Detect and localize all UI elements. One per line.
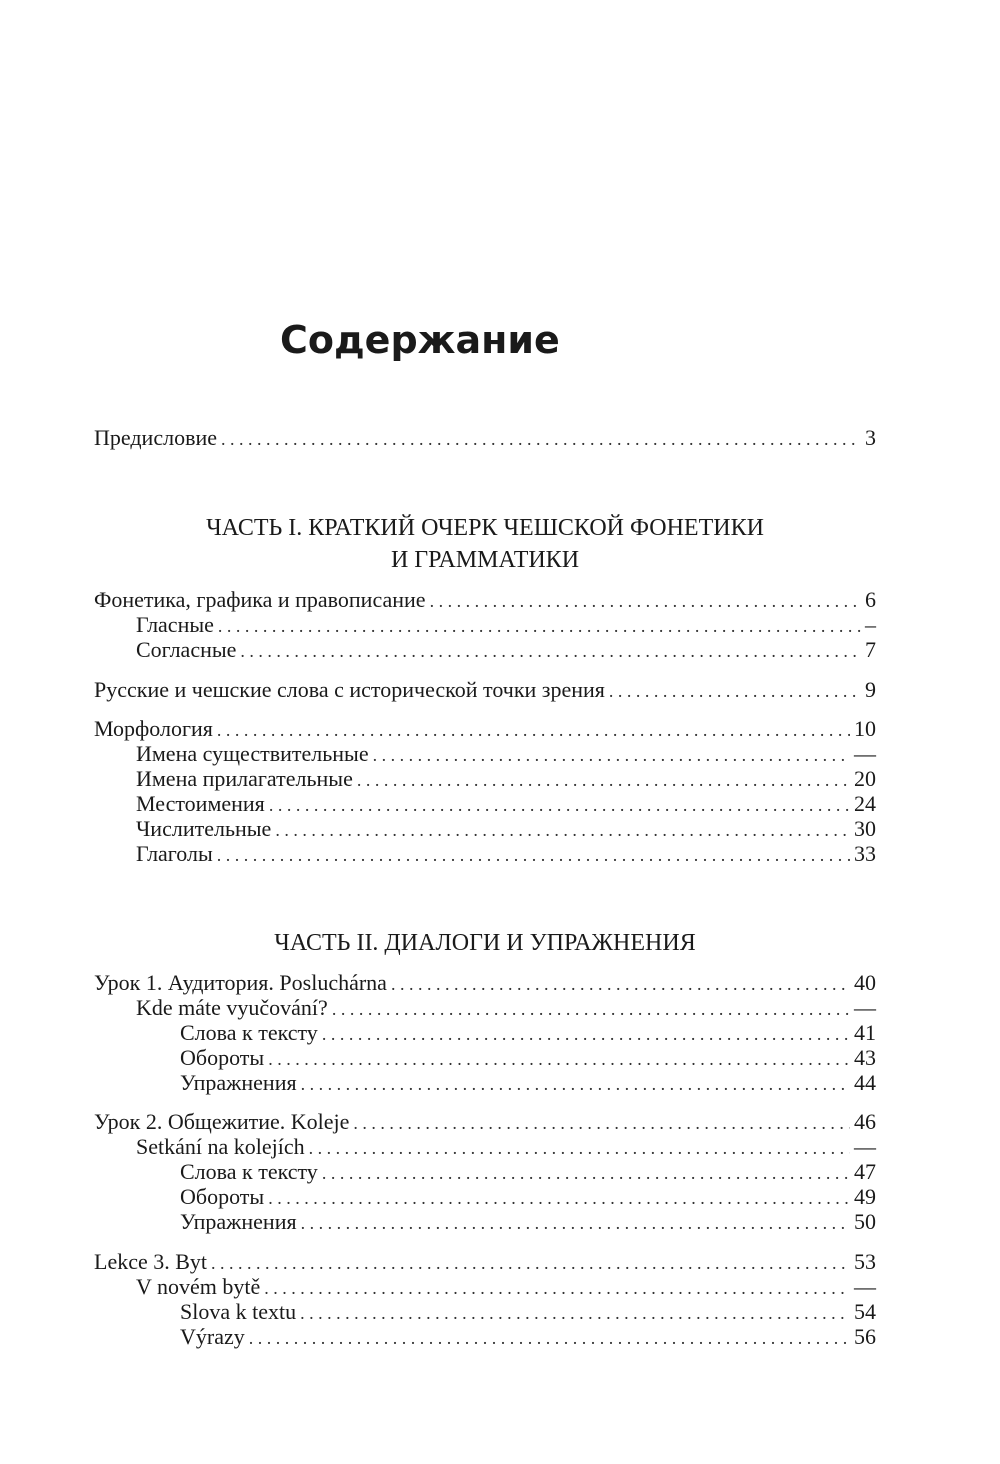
toc-entry-label: Урок 2. Общежитие. Koleje: [94, 1109, 350, 1134]
toc-entry-preface[interactable]: [94, 425, 876, 451]
toc-entry-lesson1-phrases[interactable]: [180, 1045, 876, 1071]
dot-leader: [217, 717, 850, 743]
toc-entry-label: Слова к тексту: [180, 1159, 318, 1184]
toc-entry-lesson2-vocabulary[interactable]: [180, 1159, 876, 1185]
dot-leader: [300, 1300, 850, 1326]
dot-leader: [269, 792, 850, 818]
toc-page-number: 53: [854, 1249, 876, 1274]
toc-entry-label: Фонетика, графика и правописание: [94, 587, 426, 612]
toc-entry-nouns[interactable]: [136, 741, 876, 767]
dot-leader: [301, 1071, 850, 1097]
toc-page-number: 30: [854, 816, 876, 841]
toc-entry-label: Обороты: [180, 1045, 265, 1070]
toc-entry-lesson1-vocabulary[interactable]: [180, 1020, 876, 1046]
toc-entry-label: Имена прилагательные: [136, 766, 353, 791]
part1-heading-line1: ЧАСТЬ I. КРАТКИЙ ОЧЕРК ЧЕШСКОЙ ФОНЕТИКИ: [206, 515, 764, 541]
toc-entry-label: Предисловие: [94, 425, 217, 450]
toc-entry-lesson2-dialogue[interactable]: [136, 1134, 876, 1160]
dot-leader: [609, 678, 861, 704]
dot-leader: [322, 1021, 850, 1047]
dot-leader: [218, 613, 861, 639]
dot-leader: [264, 1275, 850, 1301]
toc-entry-label: Местоимения: [136, 791, 265, 816]
toc-entry-adjectives[interactable]: [136, 766, 876, 792]
dot-leader: [391, 971, 850, 997]
toc-entry-label: Урок 1. Аудитория. Posluchárna: [94, 970, 387, 995]
toc-entry-pronouns[interactable]: [136, 791, 876, 817]
part2-heading: ЧАСТЬ II. ДИАЛОГИ И УПРАЖНЕНИЯ: [274, 930, 696, 956]
toc-entry-label: Kde máte vyučování?: [136, 995, 328, 1020]
toc-page-number: 20: [854, 766, 876, 791]
toc-page-number: —: [854, 995, 876, 1020]
toc-entry-label: Обороты: [180, 1184, 265, 1209]
toc-page-number: 49: [854, 1184, 876, 1209]
toc-page-number: 43: [854, 1045, 876, 1070]
dot-leader: [332, 996, 850, 1022]
dot-leader: [322, 1160, 850, 1186]
toc-entry-label: Výrazy: [180, 1324, 245, 1349]
dot-leader: [373, 742, 850, 768]
toc-entry-lesson1-exercises[interactable]: [180, 1070, 876, 1096]
toc-entry-lesson1-dialogue[interactable]: [136, 995, 876, 1021]
toc-entry-label: Числительные: [136, 816, 272, 841]
dot-leader: [221, 426, 861, 452]
toc-entry-label: Глаголы: [136, 841, 213, 866]
toc-entry-lesson3[interactable]: [94, 1249, 876, 1275]
toc-entry-phonetics[interactable]: [94, 587, 876, 613]
dot-leader: [268, 1046, 850, 1072]
dot-leader: [353, 1110, 850, 1136]
toc-entry-label: Слова к тексту: [180, 1020, 318, 1045]
dot-leader: [301, 1210, 850, 1236]
toc-entry-label: Lekce 3. Byt: [94, 1249, 208, 1274]
page-title: Содержание: [280, 318, 560, 362]
toc-page-number: 46: [854, 1109, 876, 1134]
toc-page-number: 3: [865, 425, 876, 450]
toc-page-number: 24: [854, 791, 876, 816]
toc-entry-lesson3-dialogue[interactable]: [136, 1274, 876, 1300]
toc-entry-label: Морфология: [94, 716, 213, 741]
toc-entry-lesson2-phrases[interactable]: [180, 1184, 876, 1210]
toc-entry-label: Гласные: [136, 612, 214, 637]
toc-entry-label: Упражнения: [180, 1070, 297, 1095]
toc-page-number: 50: [854, 1209, 876, 1234]
dot-leader: [430, 588, 861, 614]
toc-page-number: 33: [854, 841, 876, 866]
dot-leader: [240, 638, 861, 664]
toc-page-number: 56: [854, 1324, 876, 1349]
toc-page-number: 41: [854, 1020, 876, 1045]
toc-entry-label: Русские и чешские слова с исторической точки зрения: [94, 677, 605, 702]
toc-entry-lesson2-exercises[interactable]: [180, 1209, 876, 1235]
toc-page-number: 40: [854, 970, 876, 995]
toc-entry-lesson3-phrases[interactable]: [180, 1324, 876, 1350]
toc-entry-label: Согласные: [136, 637, 237, 662]
toc-entry-verbs[interactable]: [136, 841, 876, 867]
toc-page-number: 47: [854, 1159, 876, 1184]
toc-entry-vowels[interactable]: [136, 612, 876, 638]
toc-entry-lesson3-vocabulary[interactable]: [180, 1299, 876, 1325]
toc-entry-label: Упражнения: [180, 1209, 297, 1234]
dot-leader: [249, 1325, 850, 1351]
toc-page-number: 9: [865, 677, 876, 702]
dot-leader: [211, 1250, 850, 1276]
toc-page-number: —: [854, 1134, 876, 1159]
toc-page-number: 10: [854, 716, 876, 741]
toc-entry-russian-czech-words[interactable]: [94, 677, 876, 703]
toc-page-number: 7: [865, 637, 876, 662]
toc-entry-label: Setkání na kolejích: [136, 1134, 305, 1159]
dot-leader: [309, 1135, 850, 1161]
part1-heading-line2: И ГРАММАТИКИ: [390, 547, 580, 573]
dot-leader: [275, 817, 850, 843]
toc-entry-label: Имена существительные: [136, 741, 369, 766]
toc-page-number: —: [854, 1274, 876, 1299]
toc-page-number: 44: [854, 1070, 876, 1095]
dot-leader: [357, 767, 850, 793]
dot-leader: [217, 842, 850, 868]
toc-entry-morphology[interactable]: [94, 716, 876, 742]
toc-entry-lesson2[interactable]: [94, 1109, 876, 1135]
toc-page-number: 54: [854, 1299, 876, 1324]
toc-entry-label: V novém bytě: [136, 1274, 261, 1299]
toc-page-number: 6: [865, 587, 876, 612]
toc-page-number: —: [854, 741, 876, 766]
toc-entry-consonants[interactable]: [136, 637, 876, 663]
toc-entry-label: Slova k textu: [180, 1299, 297, 1324]
toc-page-number: –: [865, 612, 876, 637]
toc-entry-lesson1[interactable]: [94, 970, 876, 996]
toc-entry-numerals[interactable]: [136, 816, 876, 842]
dot-leader: [268, 1185, 850, 1211]
